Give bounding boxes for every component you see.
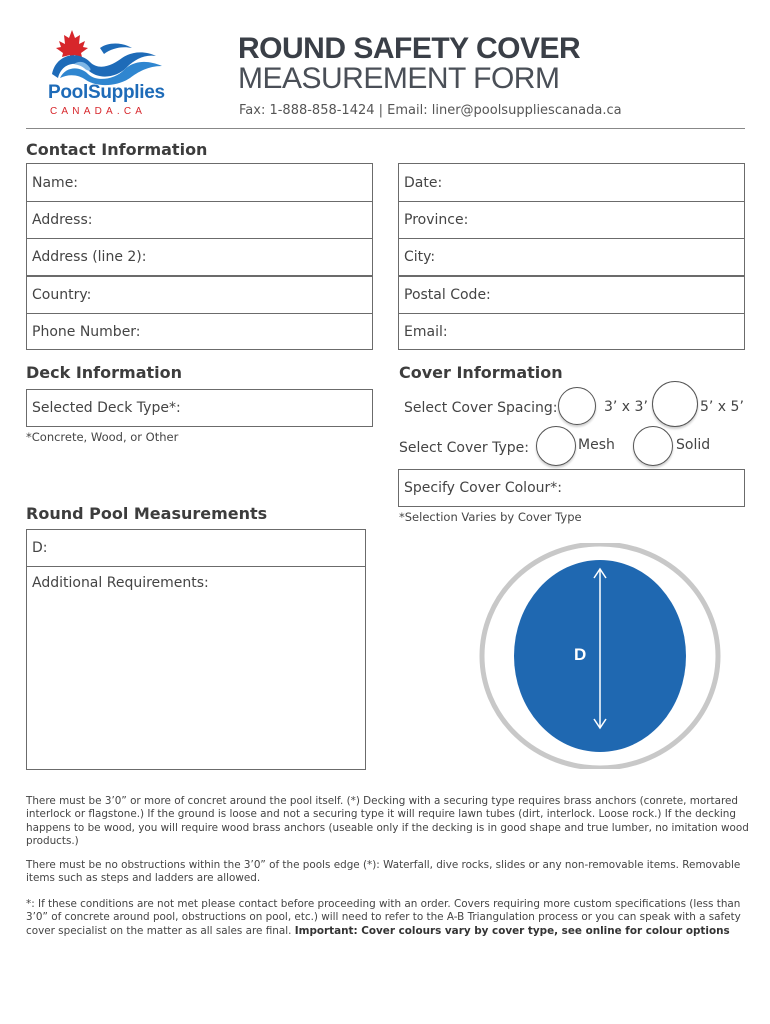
- additional-requirements-field[interactable]: [26, 566, 366, 770]
- address-label: Address:: [32, 212, 93, 228]
- logo-sub-text: CANADA.CA: [50, 106, 147, 117]
- type-solid-radio[interactable]: [633, 426, 673, 466]
- additional-requirements-label: Additional Requirements:: [32, 575, 209, 591]
- province-label: Province:: [404, 212, 469, 228]
- spacing-5x5-radio[interactable]: [652, 381, 698, 427]
- round-pool-diagram: [470, 543, 732, 769]
- phone-label: Phone Number:: [32, 323, 141, 340]
- type-mesh-radio[interactable]: [536, 426, 576, 466]
- type-solid-label: Solid: [676, 437, 711, 453]
- cover-type-label: Select Cover Type:: [399, 440, 529, 456]
- note-paragraph-3: [26, 898, 751, 938]
- logo-brand-text: PoolSupplies: [48, 82, 165, 103]
- postal-code-field[interactable]: [398, 276, 745, 314]
- deck-type-label: Selected Deck Type*:: [32, 400, 181, 416]
- company-logo: [44, 28, 184, 123]
- city-label: City:: [404, 249, 436, 265]
- email-label: Email:: [404, 323, 448, 340]
- contact-section-heading: Contact Information: [26, 140, 208, 159]
- name-label: Name:: [32, 174, 79, 191]
- name-field[interactable]: [26, 163, 373, 202]
- country-field[interactable]: [26, 276, 373, 314]
- deck-type-note: *Concrete, Wood, or Other: [26, 430, 179, 444]
- spacing-5x5-label: 5’ x 5’: [700, 399, 744, 415]
- cover-colour-note: *Selection Varies by Cover Type: [399, 510, 582, 524]
- deck-section-heading: Deck Information: [26, 363, 182, 382]
- spacing-3x3-radio[interactable]: [558, 387, 596, 425]
- cover-spacing-label: Select Cover Spacing:: [404, 400, 558, 416]
- address-line2-label: Address (line 2):: [32, 249, 147, 265]
- note-paragraph-3-text: *: If these conditions are not met please contact before proceeding with an order. Covers requiring more custom specifications (less than 3’0” of concrete around pool, obstructions on pool, etc.) will need to refer to the A-B Triangulation process or you can speak with a safety cover specialist on the matter as all sales are final.: [26, 898, 741, 937]
- cover-section-heading: Cover Information: [399, 363, 563, 382]
- province-field[interactable]: [398, 201, 745, 239]
- address-line2-field[interactable]: [26, 238, 373, 276]
- city-field[interactable]: [398, 238, 745, 276]
- diameter-label: D:: [32, 540, 48, 556]
- pool-diagram-svg: [470, 543, 732, 769]
- email-field[interactable]: [398, 313, 745, 350]
- note-paragraph-2: There must be no obstructions within the 3’0” of the pools edge (*): Waterfall, dive rocks, slides or any non-removable items. Removable items such as steps and ladders are allowed.: [26, 859, 741, 885]
- maple-wave-logo-icon: [44, 28, 184, 88]
- phone-field[interactable]: [26, 313, 373, 350]
- note-paragraph-1: There must be 3’0” or more of concret around the pool itself. (*) Decking with a securing type requires brass anchors (conrete, mortared interlock or flagstone.) If the ground is loose and not a securing type it will require lawn tubes (dirt, interlock. Loose rock.) If the decking happens to be wood, you will require wood brass anchors (useable only if the decking is in good shape and true lumber, no imitation wood products.): [26, 795, 749, 847]
- date-label: Date:: [404, 174, 443, 191]
- diameter-field[interactable]: [26, 529, 366, 567]
- country-label: Country:: [32, 287, 92, 303]
- spacing-3x3-label: 3’ x 3’: [604, 399, 648, 415]
- page-title: [238, 34, 580, 94]
- cover-colour-label: Specify Cover Colour*:: [404, 480, 562, 496]
- postal-code-label: Postal Code:: [404, 287, 491, 303]
- contact-line: Fax: 1-888-858-1424 | Email: liner@poolsuppliescanada.ca: [239, 103, 622, 118]
- diameter-diagram-label: D: [574, 645, 587, 664]
- deck-type-field[interactable]: [26, 389, 373, 427]
- header-divider: [26, 128, 745, 129]
- type-mesh-label: Mesh: [578, 437, 615, 453]
- date-field[interactable]: [398, 163, 745, 202]
- note-important-text: Important: Cover colours vary by cover type, see online for colour options: [294, 924, 730, 937]
- address-field[interactable]: [26, 201, 373, 239]
- cover-colour-field[interactable]: [398, 469, 745, 507]
- pool-section-heading: Round Pool Measurements: [26, 504, 268, 523]
- title-line-2: MEASUREMENT FORM: [238, 62, 560, 95]
- title-line-1: ROUND SAFETY COVER: [238, 32, 581, 65]
